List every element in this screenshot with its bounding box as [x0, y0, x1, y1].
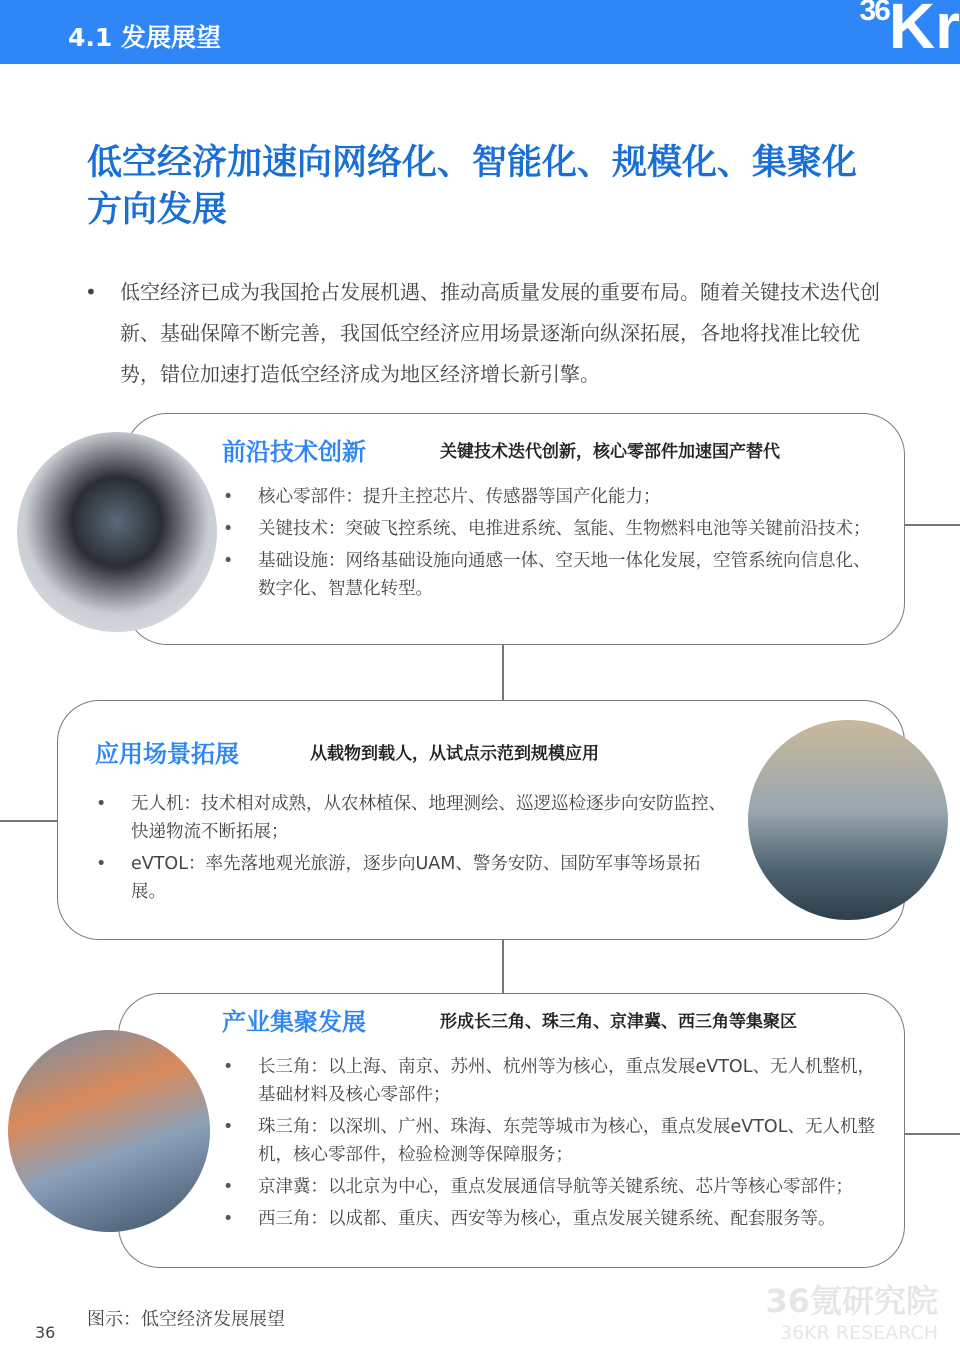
connector-line	[502, 940, 504, 994]
list-item: • 核心零部件：提升主控芯片、传感器等国产化能力；	[223, 483, 883, 511]
section-title: 4.1 发展展望	[68, 23, 221, 52]
connector-line	[905, 1133, 960, 1135]
watermark	[765, 1276, 938, 1344]
connector-line	[502, 645, 504, 701]
card-subtitle: 关键技术迭代创新，核心零部件加速国产替代	[440, 442, 780, 462]
watermark-cn: 36氪研究院	[765, 1282, 938, 1320]
card-list	[223, 1053, 888, 1237]
list-item: • 关键技术：突破飞控系统、电推进系统、氢能、生物燃料电池等关键前沿技术；	[223, 515, 883, 543]
card-subtitle: 形成长三角、珠三角、京津冀、西三角等集聚区	[440, 1012, 797, 1032]
list-item: • 珠三角：以深圳、广州、珠海、东莞等城市为核心，重点发展eVTOL、无人机整机，核心零部件，检验检测等保障服务；	[223, 1113, 888, 1169]
card-heading: 应用场景拓展	[95, 740, 239, 768]
connector-line	[905, 524, 960, 526]
page-title: 低空经济加速向网络化、智能化、规模化、集聚化方向发展	[87, 143, 858, 230]
logo-36kr: 36Kr	[859, 0, 960, 62]
card-list	[96, 790, 726, 910]
drone-image	[17, 432, 217, 632]
figure-caption: 图示：低空经济发展展望	[87, 1309, 285, 1330]
watermark-en: 36KR RESEARCH	[780, 1322, 938, 1344]
page-number: 36	[35, 1323, 56, 1342]
list-item: • 无人机：技术相对成熟，从农林植保、地理测绘、巡逻巡检逐步向安防监控、快递物流不断拓展；	[96, 790, 726, 846]
evtol-image	[748, 720, 948, 920]
card-list	[223, 483, 883, 607]
card-heading: 产业集聚发展	[222, 1008, 366, 1036]
list-item: • 西三角：以成都、重庆、西安等为核心，重点发展关键系统、配套服务等。	[223, 1205, 888, 1233]
city-drone-image	[8, 1030, 210, 1232]
list-item: • eVTOL：率先落地观光旅游，逐步向UAM、警务安防、国防军事等场景拓展。	[96, 850, 726, 906]
card-heading: 前沿技术创新	[222, 438, 366, 466]
intro-text: 低空经济已成为我国抢占发展机遇、推动高质量发展的重要布局。随着关键技术迭代创新、基础保障不断完善，我国低空经济应用场景逐渐向纵深拓展，各地将找准比较优势，错位加速打造低空经济成为地区经济增长新引擎。	[120, 280, 880, 386]
list-item: • 长三角：以上海、南京、苏州、杭州等为核心，重点发展eVTOL、无人机整机，基础材料及核心零部件；	[223, 1053, 888, 1109]
list-item: • 京津冀：以北京为中心，重点发展通信导航等关键系统、芯片等核心零部件；	[223, 1173, 888, 1201]
card-subtitle: 从载物到载人，从试点示范到规模应用	[310, 744, 599, 764]
intro-paragraph: • 低空经济已成为我国抢占发展机遇、推动高质量发展的重要布局。随着关键技术迭代创新、基础保障不断完善，我国低空经济应用场景逐渐向纵深拓展，各地将找准比较优势，错位加速打造低空经济成为地区经济增长新引擎。	[85, 280, 880, 386]
connector-line	[0, 820, 57, 822]
list-item: • 基础设施：网络基础设施向通感一体、空天地一体化发展，空管系统向信息化、数字化、智慧化转型。	[223, 547, 883, 603]
